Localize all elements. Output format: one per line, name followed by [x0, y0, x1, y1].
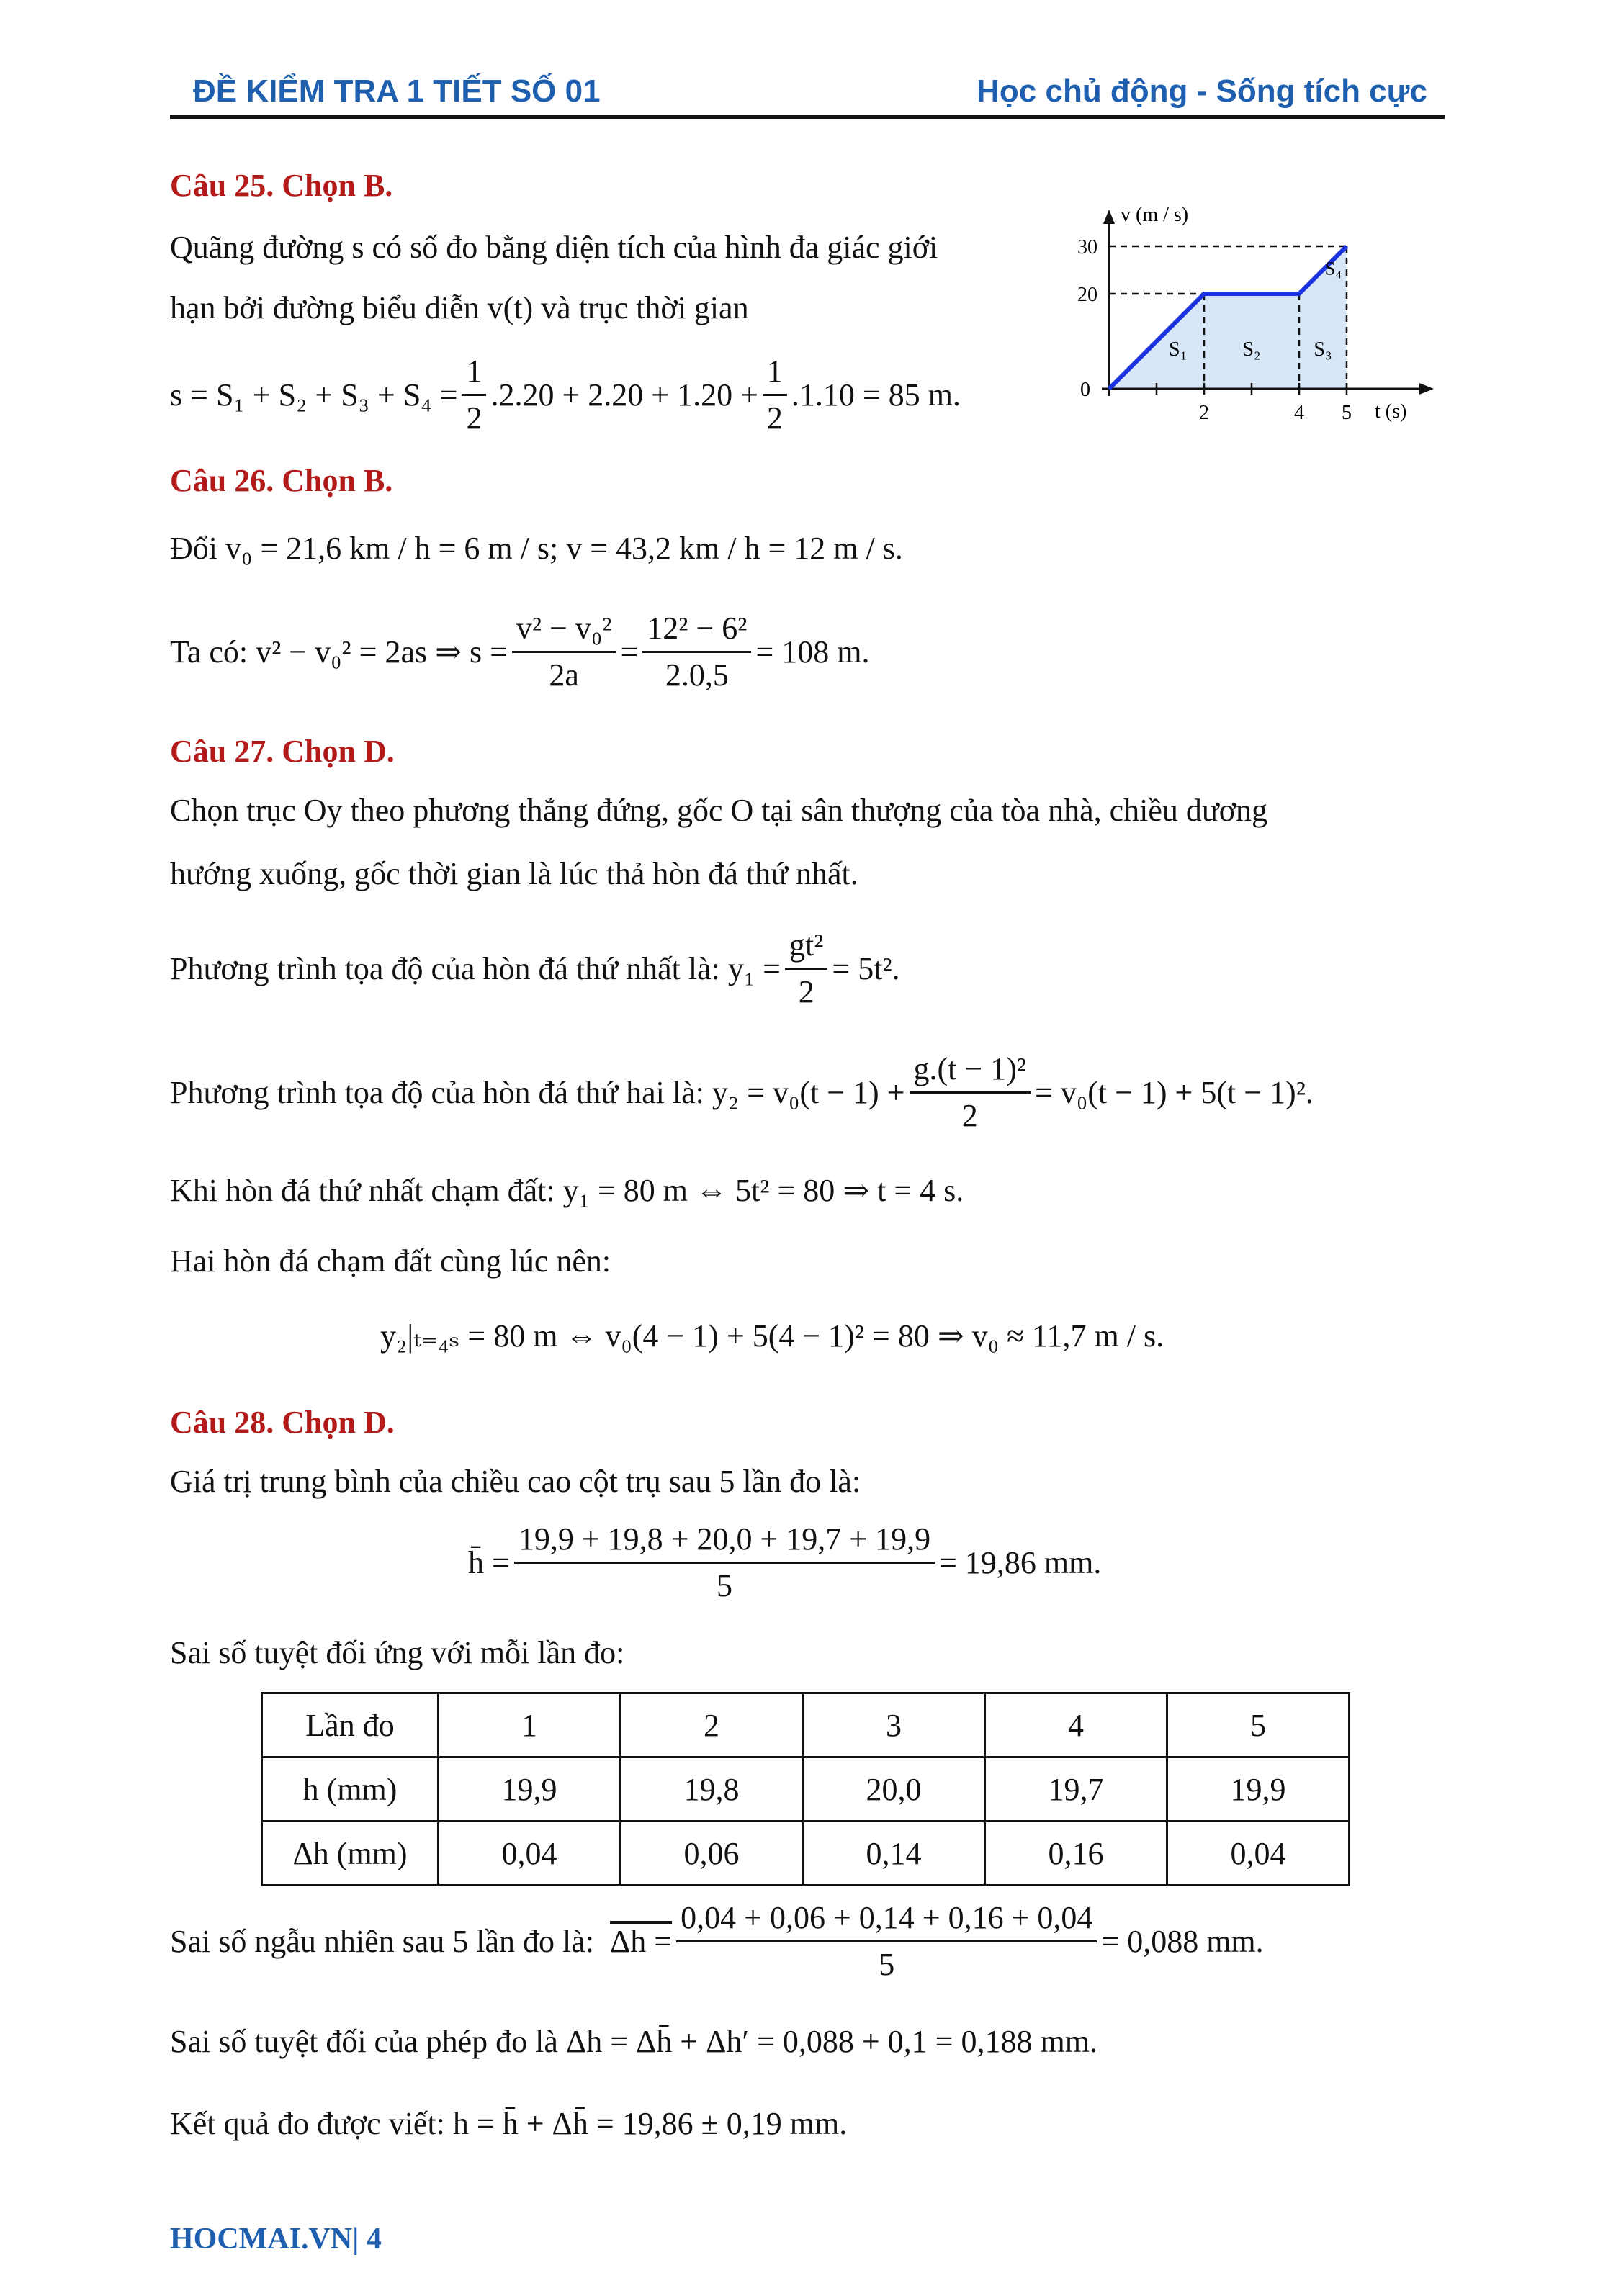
measurement-table [261, 1692, 1350, 1886]
q28-abs-error: Sai số tuyệt đối của phép đo là Δh = Δh̄ + Δh′ = 0,088 + 0,1 = 0,188 mm. [170, 2024, 1097, 2059]
q25-formula-end: .1.10 = 85 m. [791, 377, 961, 413]
origin-label: 0 [1080, 379, 1090, 401]
q26-line1: Đổi v₀ = 21,6 km / h = 6 m / s; v = 43,2 km / h = 12 m / s. [170, 531, 903, 566]
q25-formula-lhs: s = S₁ + S₂ + S₃ + S₄ = [170, 377, 458, 413]
q26-formula [170, 605, 870, 698]
q27-line5: Khi hòn đá thứ nhất chạm đất: y₁ = 80 m ⇔ 5t² = 80 ⇒ t = 4 s. [170, 1173, 964, 1208]
q26-frac-2-den: 2.0,5 [665, 657, 729, 693]
y-axis-arrow [1103, 210, 1115, 224]
table-cell: Lần đo [262, 1693, 439, 1757]
q27-title: Câu 27. Chọn D. [170, 734, 395, 769]
q27-line1: Chọn trục Oy theo phương thẳng đứng, gốc O tại sân thượng của tòa nhà, chiều dương [170, 793, 1268, 828]
q28-rand-pre: Sai số ngẫu nhiên sau 5 lần đo là: [170, 1923, 595, 1959]
table-cell: 0,04 [1167, 1822, 1350, 1886]
q27-frac-y2 [910, 1047, 1031, 1138]
table-row [262, 1693, 1350, 1757]
q25-formula-mid: .2.20 + 2.20 + 1.20 + [490, 377, 758, 413]
q26-formula-end: = 108 m. [755, 634, 870, 670]
q26-frac-2-num: 12² − 6² [642, 606, 751, 653]
y-tick-label: 20 [1077, 284, 1097, 306]
q27-eq-y1 [170, 922, 900, 1015]
table-cell: 2 [621, 1693, 803, 1757]
q27-eq-y1-pre: Phương trình tọa độ của hòn đá thứ nhất là: y₁ = [170, 950, 781, 986]
q28-mean-lhs: h̄ = [468, 1544, 510, 1580]
q25-frac-a-num: 1 [462, 349, 486, 396]
table-cell: 0,06 [621, 1822, 803, 1886]
q26-frac-2 [642, 606, 751, 698]
q27-frac-y1-num: gt² [785, 923, 827, 970]
q28-rand-end: = 0,088 mm. [1101, 1923, 1264, 1959]
region-label-s2: S₂ [1242, 338, 1261, 361]
velocity-time-chart [1059, 180, 1462, 439]
q28-rand-frac [676, 1896, 1097, 1987]
y-axis-label: v (m / s) [1121, 204, 1189, 226]
q25-line2: hạn bởi đường biểu diễn v(t) và trục thời gian [170, 290, 749, 325]
q28-rand-num: 0,04 + 0,06 + 0,14 + 0,16 + 0,04 [676, 1896, 1097, 1942]
table-row [262, 1757, 1350, 1822]
q28-title: Câu 28. Chọn D. [170, 1405, 395, 1440]
table-cell: Δh (mm) [262, 1822, 439, 1886]
q28-result: Kết quả đo được viết: h = h̄ + Δh̄ = 19,86 ± 0,19 mm. [170, 2106, 848, 2141]
q28-mean-den: 5 [716, 1567, 732, 1603]
table-cell: 19,8 [621, 1757, 803, 1822]
q27-frac-y1 [785, 923, 827, 1014]
header-divider [170, 115, 1445, 119]
q28-mean-end: = 19,86 mm. [939, 1544, 1102, 1580]
q25-line1: Quãng đường s có số đo bằng diện tích của hình đa giác giới [170, 230, 938, 265]
q28-mean-formula [468, 1512, 1101, 1613]
q28-line2: Sai số tuyệt đối ứng với mỗi lần đo: [170, 1635, 625, 1670]
x-tick-label: 2 [1199, 402, 1209, 424]
footer-page-label: HOCMAI.VN| 4 [170, 2223, 382, 2256]
table-cell: 4 [985, 1693, 1167, 1757]
table-cell: 5 [1167, 1693, 1350, 1757]
q27-line7: y₂|ₜ₌₄ₛ = 80 m ⇔ v₀(4 − 1) + 5(4 − 1)² = 80 ⇒ v₀ ≈ 11,7 m / s. [380, 1318, 1164, 1354]
x-axis-label: t (s) [1375, 400, 1407, 423]
q27-eq-y1-end: = 5t². [832, 950, 900, 986]
q26-frac-1-num: v² − v₀² [512, 606, 616, 653]
q26-title: Câu 26. Chọn B. [170, 463, 393, 498]
q28-rand-den: 5 [879, 1946, 895, 1982]
table-cell: 0,04 [439, 1822, 621, 1886]
q27-eq-y2-end: = v₀(t − 1) + 5(t − 1)². [1035, 1074, 1314, 1110]
q25-frac-a [462, 349, 486, 441]
q28-mean-frac [514, 1517, 935, 1608]
table-cell: 19,7 [985, 1757, 1167, 1822]
q27-frac-y2-num: g.(t − 1)² [910, 1047, 1031, 1094]
q26-frac-1-den: 2a [549, 657, 579, 693]
q27-frac-y2-den: 2 [961, 1097, 978, 1133]
table-cell: h (mm) [262, 1757, 439, 1822]
q28-rand-lhs: Δh = [610, 1923, 673, 1959]
table-cell: 1 [439, 1693, 621, 1757]
table-cell: 19,9 [1167, 1757, 1350, 1822]
q27-frac-y1-den: 2 [798, 973, 814, 1009]
area-region [1109, 246, 1347, 389]
region-label-s4: S₄ [1324, 258, 1342, 279]
q27-line6: Hai hòn đá chạm đất cùng lúc nên: [170, 1243, 611, 1279]
q25-formula [170, 351, 961, 438]
q28-random-error [170, 1891, 1264, 1991]
q28-line1: Giá trị trung bình của chiều cao cột trụ sau 5 lần đo là: [170, 1464, 861, 1499]
region-label-s3: S₃ [1314, 338, 1332, 361]
x-axis-arrow [1419, 383, 1434, 395]
q27-eq-y2-pre: Phương trình tọa độ của hòn đá thứ hai là: y₂ = v₀(t − 1) + [170, 1074, 905, 1110]
q27-line2: hướng xuống, gốc thời gian là lúc thả hòn đá thứ nhất. [170, 856, 858, 891]
header-slogan: Học chủ động - Sống tích cực [977, 73, 1427, 109]
q26-equals: = [620, 634, 639, 670]
q26-frac-1 [512, 606, 616, 698]
table-cell: 20,0 [803, 1757, 985, 1822]
y-tick-label: 30 [1077, 236, 1097, 258]
header-title: ĐỀ KIỂM TRA 1 TIẾT SỐ 01 [193, 73, 601, 109]
q25-frac-b-num: 1 [763, 349, 787, 396]
q27-eq-y2 [170, 1045, 1314, 1139]
table-cell: 0,16 [985, 1822, 1167, 1886]
table-row [262, 1822, 1350, 1886]
table-cell: 3 [803, 1693, 985, 1757]
q26-formula-pre: Ta có: v² − v₀² = 2as ⇒ s = [170, 634, 508, 670]
q25-title: Câu 25. Chọn B. [170, 168, 393, 203]
q25-frac-b [763, 349, 787, 441]
region-label-s1: S₁ [1169, 338, 1188, 361]
table-cell: 0,14 [803, 1822, 985, 1886]
x-tick-label: 5 [1342, 402, 1352, 424]
q25-frac-b-den: 2 [766, 400, 783, 436]
table-cell: 19,9 [439, 1757, 621, 1822]
x-tick-label: 4 [1294, 402, 1304, 424]
q28-mean-num: 19,9 + 19,8 + 20,0 + 19,7 + 19,9 [514, 1517, 935, 1564]
q25-frac-a-den: 2 [466, 400, 482, 436]
